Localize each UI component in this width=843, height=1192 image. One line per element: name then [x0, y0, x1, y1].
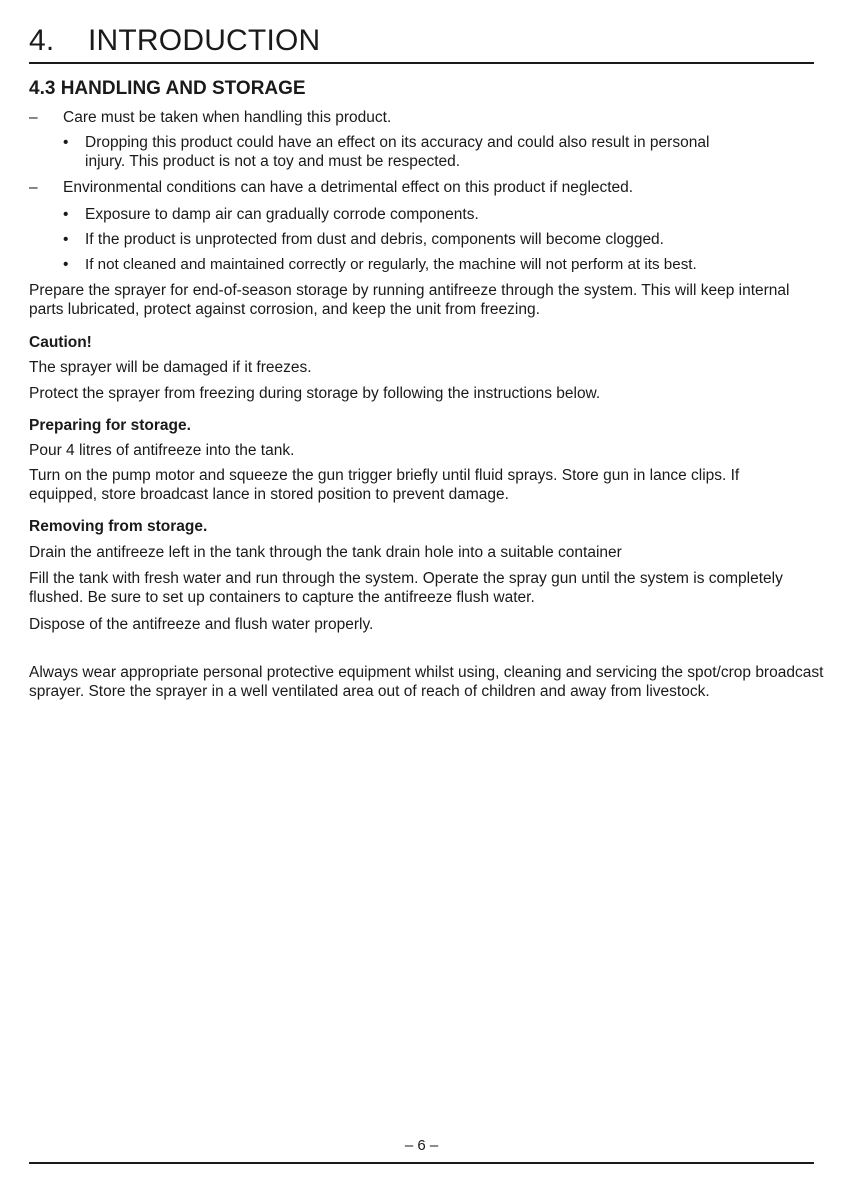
caution-heading: Caution! — [29, 334, 92, 351]
sub-list-item-text: Dropping this product could have an effect on its accuracy and could also result in personal injury. This product is not a toy and must be respected. — [85, 134, 710, 170]
caution-line: The sprayer will be damaged if it freezes. — [29, 359, 312, 376]
section-title: 4.3 HANDLING AND STORAGE — [29, 78, 306, 99]
preparing-heading: Preparing for storage. — [29, 417, 191, 434]
page-number: – 6 – — [404, 1137, 439, 1154]
chapter-number: 4. — [29, 24, 55, 57]
dash-marker: – — [29, 179, 38, 196]
bullet-marker: • — [63, 231, 69, 248]
dash-marker: – — [29, 109, 38, 126]
bullet-marker: • — [63, 206, 69, 223]
sub-list-item-text: If the product is unprotected from dust and debris, components will become clogged. — [85, 231, 664, 248]
bullet-marker: • — [63, 134, 69, 151]
chapter-heading — [29, 24, 320, 58]
caution-line: Protect the sprayer from freezing during storage by following the instructions below. — [29, 385, 601, 402]
preparing-line: Pour 4 litres of antifreeze into the tank. — [29, 442, 295, 459]
list-item-text: Care must be taken when handling this product. — [63, 109, 392, 126]
removing-line: Fill the tank with fresh water and run through the system. Operate the spray gun until the system is completely flushed. Be sure to set up containers to capture the antifreeze flush water. — [29, 570, 783, 606]
sub-list-item-text: Exposure to damp air can gradually corrode components. — [85, 206, 479, 223]
ppe-note: Always wear appropriate personal protective equipment whilst using, cleaning and servicing the spot/crop broadcast sprayer. Store the sprayer in a well ventilated area out of reach of children and away from livestock. — [29, 664, 824, 700]
removing-line: Dispose of the antifreeze and flush water properly. — [29, 616, 374, 633]
removing-line: Drain the antifreeze left in the tank through the tank drain hole into a suitable container — [29, 544, 622, 561]
sub-list-item-text: If not cleaned and maintained correctly or regularly, the machine will not perform at its best. — [85, 256, 697, 273]
removing-heading: Removing from storage. — [29, 518, 208, 535]
header-rule — [29, 62, 814, 64]
footer-rule — [29, 1162, 814, 1164]
list-item-text: Environmental conditions can have a detrimental effect on this product if neglected. — [63, 179, 634, 196]
preparing-line: Turn on the pump motor and squeeze the gun trigger briefly until fluid sprays. Store gun in lance clips. If equipped, store broadcast lance in stored position to prevent damage. — [29, 467, 740, 503]
chapter-title: INTRODUCTION — [88, 24, 321, 57]
bullet-marker: • — [63, 256, 69, 273]
intro-paragraph: Prepare the sprayer for end-of-season storage by running antifreeze through the system. This will keep internal parts lubricated, protect against corrosion, and keep the unit from freezing. — [29, 282, 790, 318]
